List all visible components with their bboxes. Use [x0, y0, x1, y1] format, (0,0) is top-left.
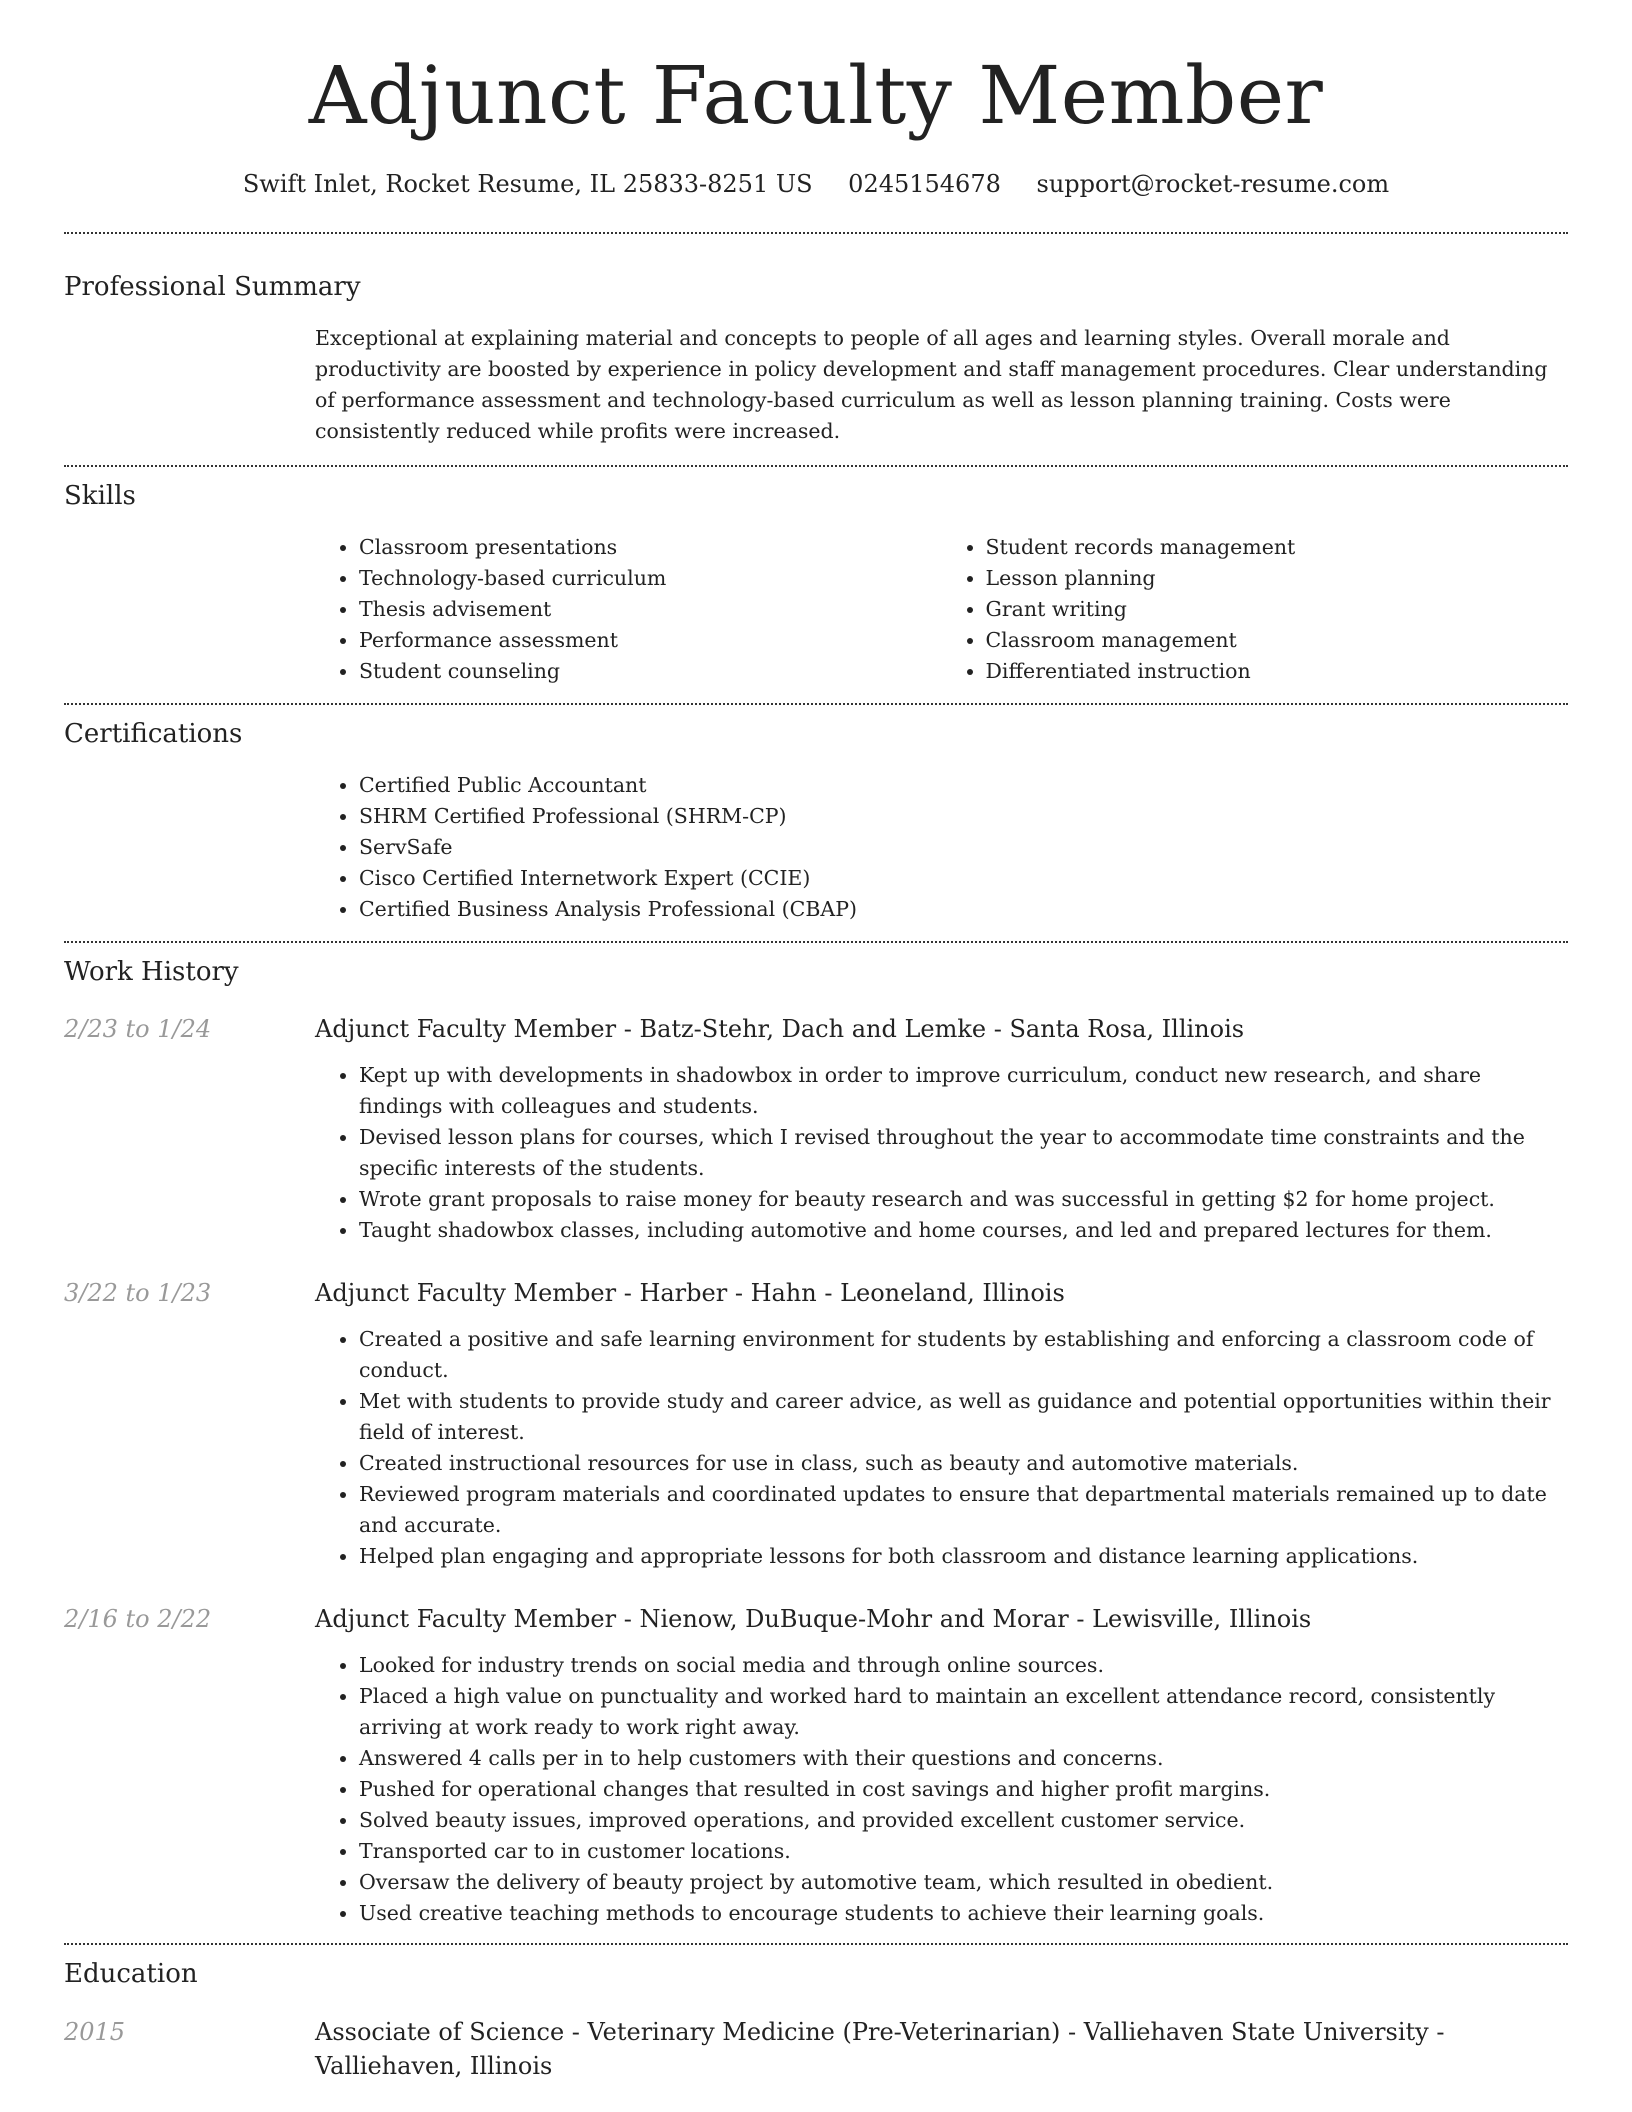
job-bullet: • Transported car to in customer locations. — [359, 1836, 1568, 1867]
job-bullet: • Met with students to provide study and career advice, as well as guidance and potential opportunities within their field of interest. — [359, 1386, 1568, 1448]
skill-item: • Classroom management — [986, 625, 1569, 656]
summary-section — [64, 234, 1568, 465]
job-bullets — [315, 1650, 1568, 1929]
job-entry — [64, 1013, 1568, 1246]
job-bullet: • Used creative teaching methods to encourage students to achieve their learning goals. — [359, 1898, 1568, 1929]
skills-list-right — [942, 532, 1569, 687]
job-bullet: • Devised lesson plans for courses, which I revised throughout the year to accommodate time constraints and the specific interests of the students. — [359, 1122, 1568, 1184]
skill-item: • Classroom presentations — [359, 532, 942, 563]
job-heading: Adjunct Faculty Member - Harber - Hahn - Leoneland, Illinois — [315, 1279, 1065, 1307]
job-bullet: • Helped plan engaging and appropriate lessons for both classroom and distance learning applications. — [359, 1541, 1568, 1572]
certification-item: • SHRM Certified Professional (SHRM-CP) — [359, 801, 1568, 832]
contact-phone: 0245154678 — [848, 170, 1001, 198]
job-entry — [64, 1277, 1568, 1572]
section-title-certifications: Certifications — [64, 719, 243, 749]
section-title-summary: Professional Summary — [64, 272, 361, 302]
job-heading: Adjunct Faculty Member - Nienow, DuBuque-Mohr and Morar - Lewisville, Illinois — [315, 1605, 1312, 1633]
job-bullets — [315, 1324, 1568, 1572]
job-dates: 3/22 to 1/23 — [64, 1279, 212, 1307]
job-bullet: • Created instructional resources for use in class, such as beauty and automotive materials. — [359, 1448, 1568, 1479]
work-history-section — [64, 943, 1568, 1943]
job-bullet: • Looked for industry trends on social media and through online sources. — [359, 1650, 1568, 1681]
job-heading: Adjunct Faculty Member - Batz-Stehr, Dach and Lemke - Santa Rosa, Illinois — [315, 1015, 1245, 1043]
certification-item: • Certified Business Analysis Professional (CBAP) — [359, 894, 1568, 925]
education-section — [64, 1945, 1568, 2083]
certifications-list — [315, 770, 1568, 941]
contact-email: support@rocket-resume.com — [1036, 170, 1390, 198]
job-bullet: • Created a positive and safe learning environment for students by establishing and enforcing a classroom code of conduct. — [359, 1324, 1568, 1386]
section-title-skills: Skills — [64, 481, 136, 511]
certification-item: • ServSafe — [359, 832, 1568, 863]
skill-item: • Student records management — [986, 532, 1569, 563]
job-dates: 2/16 to 2/22 — [64, 1605, 212, 1633]
job-bullet: • Taught shadowbox classes, including automotive and home courses, and led and prepared lectures for them. — [359, 1215, 1568, 1246]
job-bullet: • Reviewed program materials and coordinated updates to ensure that departmental materials remained up to date and accurate. — [359, 1479, 1568, 1541]
skill-item: • Student counseling — [359, 656, 942, 687]
skill-item: • Grant writing — [986, 594, 1569, 625]
skill-item: • Lesson planning — [986, 563, 1569, 594]
contact-address: Swift Inlet, Rocket Resume, IL 25833-8251 US — [242, 170, 813, 198]
skill-item: • Technology-based curriculum — [359, 563, 942, 594]
job-bullets — [315, 1060, 1568, 1246]
job-bullet: • Oversaw the delivery of beauty project by automotive team, which resulted in obedient. — [359, 1867, 1568, 1898]
skill-item: • Thesis advisement — [359, 594, 942, 625]
section-title-work-history: Work History — [64, 957, 239, 987]
job-bullet: • Placed a high value on punctuality and worked hard to maintain an excellent attendance record, consistently arriving at work ready to work right away. — [359, 1681, 1568, 1743]
section-title-education: Education — [64, 1959, 198, 1989]
skills-grid — [315, 532, 1568, 703]
skill-item: • Performance assessment — [359, 625, 942, 656]
certification-item: • Cisco Certified Internetwork Expert (CCIE) — [359, 863, 1568, 894]
job-bullet: • Solved beauty issues, improved operations, and provided excellent customer service. — [359, 1805, 1568, 1836]
certifications-section — [64, 705, 1568, 941]
summary-text: Exceptional at explaining material and concepts to people of all ages and learning styles. Overall morale and productivity are boosted by experience in policy development and staff management procedures. Clear understanding of performance assessment and technology-based curriculum as well as lesson planning training. Costs were consistently reduced while profits were increased. — [315, 326, 1548, 443]
job-entry — [64, 1603, 1568, 1929]
job-bullet: • Wrote grant proposals to raise money for beauty research and was successful in getting $2 for home project. — [359, 1184, 1568, 1215]
job-bullet: • Pushed for operational changes that resulted in cost savings and higher profit margins. — [359, 1774, 1568, 1805]
education-heading: Associate of Science - Veterinary Medicine (Pre-Veterinarian) - Valliehaven State University - Valliehaven, Illinois — [315, 2018, 1445, 2080]
contact-line — [64, 170, 1568, 198]
skills-list-left — [315, 532, 942, 687]
certification-item: • Certified Public Accountant — [359, 770, 1568, 801]
education-entry — [64, 2015, 1568, 2083]
skill-item: • Differentiated instruction — [986, 656, 1569, 687]
job-bullet: • Answered 4 calls per in to help customers with their questions and concerns. — [359, 1743, 1568, 1774]
job-dates: 2/23 to 1/24 — [64, 1015, 212, 1043]
candidate-name: Adjunct Faculty Member — [308, 49, 1324, 142]
skills-section — [64, 467, 1568, 703]
job-bullet: • Kept up with developments in shadowbox in order to improve curriculum, conduct new research, and share findings with colleagues and students. — [359, 1060, 1568, 1122]
education-year: 2015 — [64, 2018, 126, 2046]
